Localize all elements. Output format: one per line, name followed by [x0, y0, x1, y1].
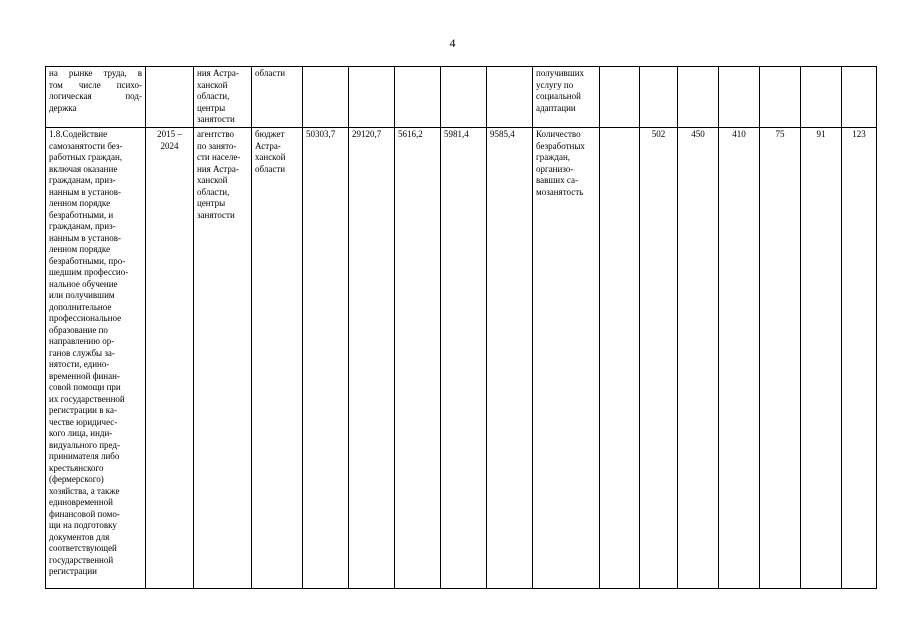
table-row-continuation — [46, 67, 877, 128]
cell-unit — [600, 67, 640, 128]
cell-value-4 — [760, 67, 801, 128]
cell-funding-source: области — [252, 67, 303, 128]
cell-amount-1 — [349, 67, 395, 128]
cell-value-6 — [842, 67, 877, 128]
cell-value-3: 410 — [719, 128, 760, 589]
cell-description: на рынке труда, в том числе психо- логическая под- держка — [46, 67, 146, 128]
cell-amount-1: 29120,7 — [349, 128, 395, 589]
cell-period: 2015 – 2024 — [146, 128, 194, 589]
cell-value-6: 123 — [842, 128, 877, 589]
cell-amount-2: 5616,2 — [395, 128, 441, 589]
cell-value-1: 502 — [640, 128, 678, 589]
cell-amount-4: 9585,4 — [487, 128, 533, 589]
cell-description: 1.8.Содействие самозанятости без- работных граждан, включая оказание гражданам, приз- нанным в установ- ленном порядке безработными, и гражданам, приз- нанным в установ- ленном порядке безработными, про- шедшим профессио- нальное обучение или получившим дополнительное профессиональное образование по направлению ор- ганов службы за- нятости, едино- временной финан- совой помощи при их государственной регистрации в ка- честве юридичес- кого лица, инди- видуального пред- принимателя либо крестьянского (фермерского) хозяйства, а также единовременной финансовой помо- щи на подготовку документов для соответствующей государственной регистрации — [46, 128, 146, 589]
cell-amount-2 — [395, 67, 441, 128]
table-row-item-1-8 — [46, 128, 877, 589]
cell-value-2: 450 — [678, 128, 719, 589]
cell-indicator: Количество безработных граждан, организо- вавших са- мозанятость — [533, 128, 600, 589]
cell-unit — [600, 128, 640, 589]
program-table — [45, 66, 877, 589]
cell-value-1 — [640, 67, 678, 128]
cell-period — [146, 67, 194, 128]
cell-value-4: 75 — [760, 128, 801, 589]
cell-amount-total: 50303,7 — [303, 128, 349, 589]
cell-amount-4 — [487, 67, 533, 128]
cell-amount-3: 5981,4 — [441, 128, 487, 589]
page-number: 4 — [449, 36, 456, 50]
cell-funding-source: бюджет Астра- ханской области — [252, 128, 303, 589]
cell-value-5 — [801, 67, 842, 128]
cell-value-2 — [678, 67, 719, 128]
cell-value-5: 91 — [801, 128, 842, 589]
cell-executor: ния Астра- ханской области, центры занятости — [194, 67, 252, 128]
cell-indicator: получивших услугу по социальной адаптации — [533, 67, 600, 128]
cell-amount-total — [303, 67, 349, 128]
cell-executor: агентство по занято- сти населе- ния Астра- ханской области, центры занятости — [194, 128, 252, 589]
cell-value-3 — [719, 67, 760, 128]
cell-amount-3 — [441, 67, 487, 128]
